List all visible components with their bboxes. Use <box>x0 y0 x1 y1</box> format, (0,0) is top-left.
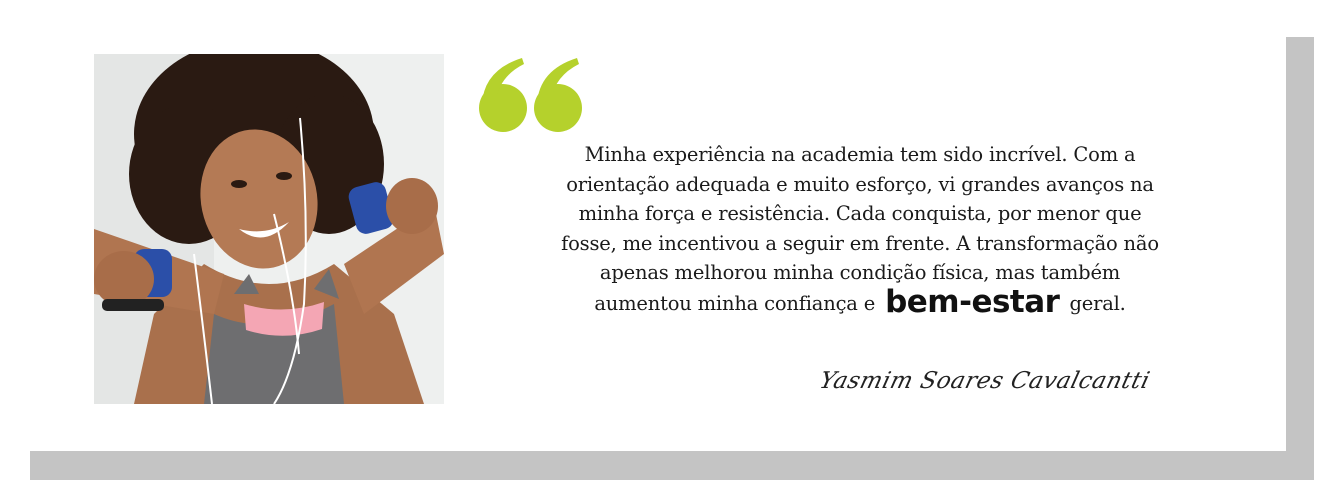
card-shadow-bottom <box>30 451 1314 480</box>
testimonial-ending: geral. <box>1069 291 1126 315</box>
open-quote-icon <box>478 56 588 136</box>
testimonial-photo <box>94 54 444 404</box>
testimonial-text <box>560 140 1160 318</box>
author-signature: Yasmim Soares Cavalcantti <box>816 368 1153 394</box>
testimonial-body: Minha experiência na academia tem sido incrível. Com a orientação adequada e muito esforço, vi grandes avanços na minha força e resistência. Cada conquista, por menor que fosse, me incentivou a seguir em frente. A transformação não apenas melhorou minha condição física, mas também aumentou minha confiança e <box>561 143 1159 315</box>
testimonial-emphasis: bem-estar <box>885 283 1060 320</box>
card-shadow-right <box>1286 37 1314 480</box>
